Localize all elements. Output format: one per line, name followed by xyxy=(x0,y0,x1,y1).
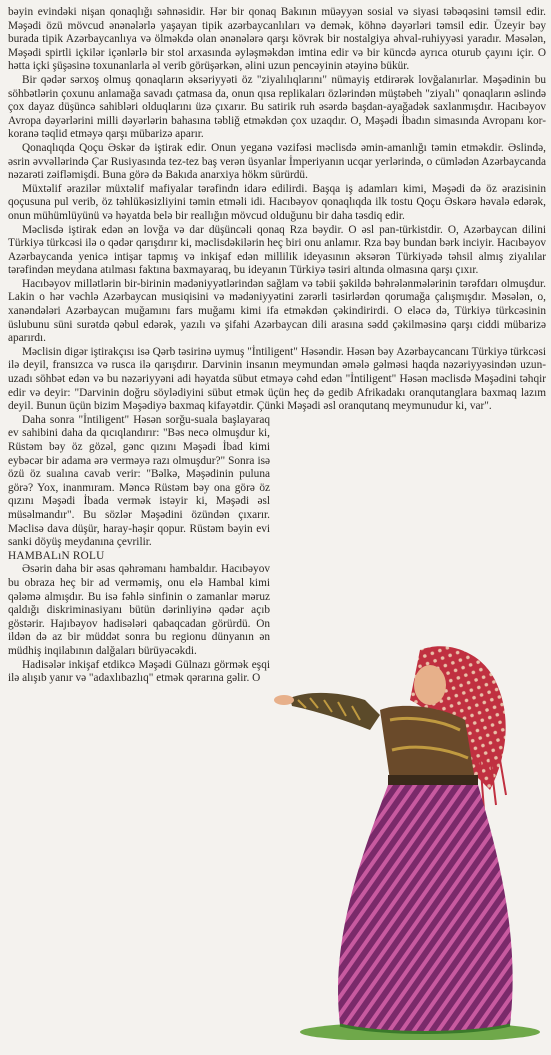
dancing-woman-illustration xyxy=(270,640,551,1040)
paragraph: Daha sonra "İntiligent" Həsən sorğu-suala başlayaraq ev sahibini daha da qıcıqlandırır: "Bəs necə olmuşdur ki, Rüstəm bəy öz gözəl, gənc qızını Məşədi İbad kimi eybəcər bir adama ərə verməyə razı olmuşdur?" Sonra isə özü öz sualına cavab verir: "Bəlkə, Məşədinin puluna görə? Yox, inanmıram. Məncə Rüstəm bəy ona görə öz qızını Məşədi İbada vermək istəyir ki, Məşədi əsl müsəlmandır". Bu sözlər Məşədini özündən çıxarır. Məclisə dava düşür, haray-həşir qopur. Rüstəm bəyin evi sanki döyüş meydanına çevrilir. xyxy=(8,413,270,549)
paragraph: Bir qədər sərxoş olmuş qonaqların əksəriyyəti öz "ziyalılıqlarını" nümayiş etdirərək lovğalanırlar. Məşədinin bu söhbətlərin çoxunu anlamağa savadı çatmasa da, onun qısa replikaları özlərindən müştəbeh "ziyalı" qonaqların əslində çox dayaz düşüncə sahibləri olduqlarını üzə çıxarır. Bu satirik ruh əsərdə başdan-ayağadək saxlanmışdır. Hacıbəyov Avropa dəyərlərini milli dəyərlərin bahasına təbliğ etməkdən çox uzaqdır. O, Məşədi İbadın simasında Avropanı kor-koranə təqlid etməyə qarşı mübarizə aparır. xyxy=(8,73,546,141)
paragraph: Qonaqlıqda Qoçu Əskər də iştirak edir. Onun yeganə vəzifəsi məclisdə əmin-amanlığı təmin etməkdir. Əslində, əsrin əvvəllərində Çar Rusiyasında tez-tez baş verən üsyanlar İmperiyanın ucqar yerlərində, o cümlədən Azərbaycanda nəzarəti zəifləmişdi. Buna görə də Bakıda anarxiya hökm sürürdü. xyxy=(8,141,546,182)
paragraph: Müxtəlif ərazilər müxtəlif mafiyalar tərəfindn idarə edilirdi. Başqa iş adamları kimi, Məşədi də öz ərazisinin qoçusuna pul verib, öz təhlükəsizliyini təmin etməli idi. Hacıbəyov qonaqlıqda ilk tostu Qoçu Əskərə həvalə edərək, onun mühümlüyünü və həyatda belə bir reallığın mövcud olduğunu bir daha təsdiq edir. xyxy=(8,182,546,222)
paragraph: Hadisələr inkişaf etdikcə Məşədi Gülnazı görmək eşqi ilə alışıb yanır və "adaxlıbazlıq" etmək qərarına gəlir. O xyxy=(8,658,270,685)
paragraph: Məclisin digər iştirakçısı isə Qərb təsirinə uymuş "İntiligent" Həsəndir. Həsən bəy Azərbaycancanı Türkiyə türkcəsi ilə deyil, fransızca və rusca ilə qarışdırır. Darvinin insanın meymundan əmələ gəlməsi haqda nəzəriyyəsindən uzun-uzadı söhbət edən və bu nəzəriyyəni adi həyatda sübut etməyə cəhd edən "İntiligent" Həsən məclisdə Məşədini təhqir edir və deyir: "Darvinin doğru söylədiyini sübut etmək üçün heç də gedib Afrikadakı oranqutanglara baxmaq lazım deyil. Bunun üçün bizim Məşədiyə baxmaq kifayətdir. Çünki Məşədi əsl oranqutanq meymunudur ki, var". xyxy=(8,345,546,413)
paragraph: Əsərin daha bir əsas qəhrəmanı hambaldır. Hacıbəyov bu obraza heç bir ad verməmiş, onu elə Hambal kimi qələmə almışdır. Bu isə fəhlə sinfinin o zamanlar məruz qaldığı diskriminasiyanı bütün dərinliyinə qədər açıb göstərir. Hajıbəyov hadisələri qabaqcadan görürdü. On ildən də az bir müddət sonra bu regionu dünyanın ən müdhiş inqilabının dalğaları bürüyəcəkdi. xyxy=(8,563,270,657)
paragraph: Hacıbəyov millətlərin bir-birinin mədəniyyətlərindən sağlam və təbii şəkildə bəhrələnmələrinin tərəfdarı olmuşdur. Lakin o hər vəchlə Azərbaycan musiqisini və mədəniyyətini zərərli təsirlərdən qorumağa çalışmışdır. Məsələn, o, xanəndələri Azərbaycan muğamını fars muğamı kimi ifa etməkdən çəkindirirdi. O eləcə də, Türkiyə türkcəsinin üslubunu süni surətdə qəbul edərək, yazılı və şifahi Azərbaycan dili arasına sədd çəkilməsinə qarşı ciddi mübarizə aparırdı. xyxy=(8,277,546,345)
paragraph: Məclisdə iştirak edən ən lovğa və dar düşüncəli qonaq Rza bəydir. O əsl pan-türkistdir. O, Azərbaycan dilini Türkiyə türkcəsi ilə o qədər qarışdırır ki, məclisdəkilərin heç biri onu anlamır. Rza bəy bundan bərk inciyir. Hacıbəyov Azərbaycanda yenicə intişar tapmış və inkişaf edən millilik ideyasının əksərən Türkiyədə təhsil almış ziyalılar tərəfindən meydana atılması faktına baxmayaraq, bu ideyanın Türkiyə təsiri altında olmasına qarşı çıxır. xyxy=(8,223,546,277)
section-heading: HAMBALıN ROLU xyxy=(8,549,105,562)
article-text xyxy=(8,6,546,686)
paragraph: bəyin evindəki nişan qonaqlığı səhnəsidir. Hər bir qonaq Bakının müəyyən sosial və siyasi təbəqəsini təmsil edir. Məşədi özü mövcud ənənələrlə yaşayan tipik azərbaycanlıları və demək, köhnə dəyərləri təmsil edir. Üzeyir bəy burada tipik Azərbaycanlıya və ölməkdə olan ənənələrə qarşı kövrək bir nostalgiya əhval-ruhiyyəsi yaradır. Məsələn, Məşədi spirtli içkilər içənlərlə bir stol arxasında əyləşməkdən imtina edir və bir küncdə ayrıca oturub çayını içir. O hətta içki şüşəsinə toxunanlarla əl verib görüşərkən, əlini uzun pencəyinin ətəyinə bükür. xyxy=(8,6,546,73)
